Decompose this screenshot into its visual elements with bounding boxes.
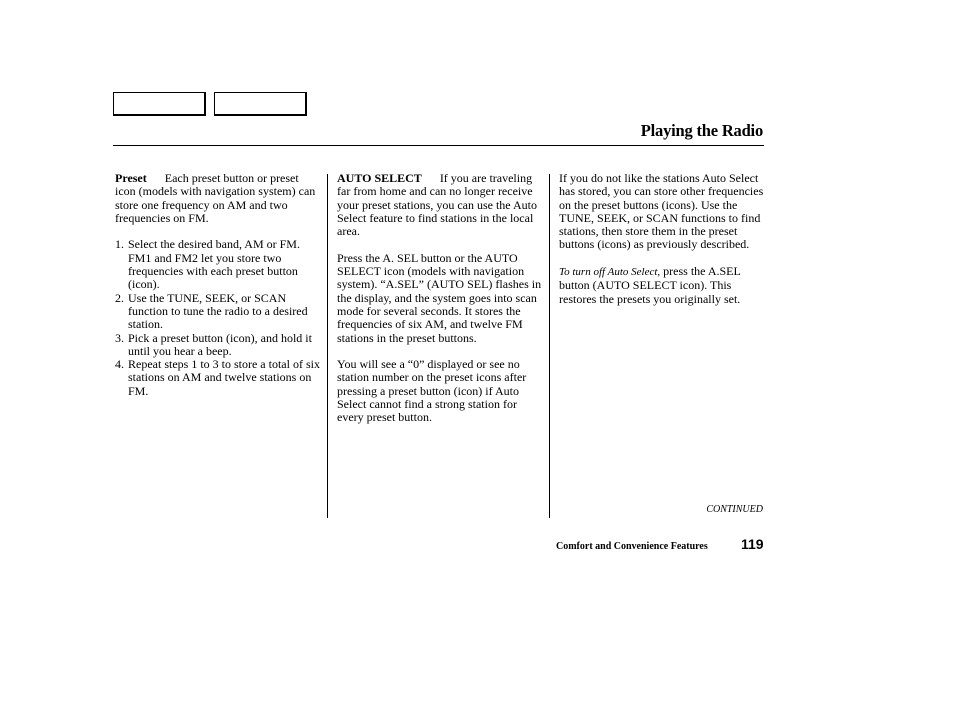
preset-text: Each preset button or preset icon (models with navigation system) can store one frequency on AM and two frequencies on FM. <box>115 171 316 225</box>
step-number: 4. <box>115 357 124 372</box>
column-auto-select <box>337 172 543 425</box>
step-text: Repeat steps 1 to 3 to store a total of six stations on AM and twelve stations on FM. <box>128 357 320 398</box>
step-text: Select the desired band, AM or FM. FM1 and FM2 let you store two frequencies with each preset button (icon). <box>128 237 300 292</box>
nav-tab-right <box>214 92 307 116</box>
turn-off-label: To turn off Auto Select, <box>559 266 661 279</box>
column-divider-1 <box>327 174 328 518</box>
auto-select-intro-text: If you are traveling far from home and can no longer receive your preset stations, you can use the Auto Select feature to find stations in the local area. <box>337 171 537 239</box>
preset-heading: Preset <box>115 171 147 185</box>
store-other-paragraph: If you do not like the stations Auto Select has stored, you can store other frequencies on the preset buttons (icons). Use the TUNE, SEEK, or SCAN functions to find stations, then store them in the preset buttons (icons) as previously described. <box>559 171 764 252</box>
page-number: 119 <box>741 536 764 552</box>
list-item <box>115 292 320 332</box>
step-number: 2. <box>115 290 124 305</box>
step-text: Use the TUNE, SEEK, or SCAN function to tune the radio to a desired station. <box>128 290 308 332</box>
list-item <box>115 332 320 359</box>
auto-select-heading: AUTO SELECT <box>337 171 422 185</box>
continued-label: CONTINUED <box>706 504 763 515</box>
step-number: 1. <box>115 237 124 252</box>
column-preset <box>115 172 320 398</box>
column-divider-2 <box>549 174 550 518</box>
auto-select-paragraph-2: Press the A. SEL button or the AUTO SELECT icon (models with navigation system). “A.SEL” (AUTO SEL) flashes in the display, and the system goes into scan mode for several seconds. It stores the frequencies of six AM, and twelve FM stations in the preset buttons. <box>337 250 542 345</box>
auto-select-paragraph-3: You will see a “0” displayed or see no station number on the preset icons after pressing a preset button (icon) if Auto Select cannot find a strong station for every preset button. <box>337 357 527 425</box>
list-item <box>115 238 320 291</box>
page-title: Playing the Radio <box>640 121 763 140</box>
column-store-other <box>559 172 769 306</box>
step-text: Pick a preset button (icon), and hold it until you hear a beep. <box>128 330 312 358</box>
turn-off-paragraph <box>559 265 769 306</box>
step-number: 3. <box>115 330 124 345</box>
steps-list <box>115 238 320 398</box>
auto-select-intro <box>337 172 543 238</box>
list-item <box>115 358 320 398</box>
section-name: Comfort and Convenience Features <box>556 541 708 552</box>
turn-off-text: press the A.SEL button (AUTO SELECT icon). This restores the presets you originally set. <box>559 264 741 306</box>
nav-tab-left <box>113 92 206 116</box>
title-divider <box>113 145 764 146</box>
preset-paragraph <box>115 172 320 225</box>
